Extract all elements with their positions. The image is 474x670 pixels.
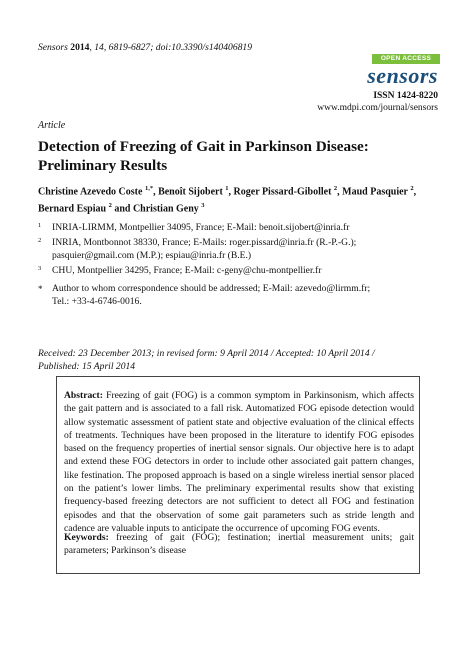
author-affiliation-mark: 2 xyxy=(108,202,112,210)
affiliation-3 xyxy=(38,265,438,278)
dates-line-1: Received: 23 December 2013; in revised form: 9 April 2014 / Accepted: 10 April 2014 / xyxy=(38,348,375,359)
title-line-1: Detection of Freezing of Gait in Parkinson Disease: xyxy=(38,138,369,155)
author-list: Christine Azevedo Coste $^{1,*}$, Benoît Sijobert $^1$, Roger Pissard-Gibollet $^2$, Maud Pasquier $^2$, Bernard Espiau $^2$ and Christian Geny $^3$ xyxy=(38,185,417,215)
abstract xyxy=(64,389,414,535)
affiliation-number: 2 xyxy=(38,237,42,244)
title-line-2: Preliminary Results xyxy=(38,157,168,174)
affiliation-text: CHU, Montpellier 34295, France; E-Mail: c-geny@chu-montpellier.fr xyxy=(52,265,322,276)
dates-line-2: Published: 15 April 2014 xyxy=(38,361,136,372)
correspondence-text: Tel.: +33-4-6746-0016. xyxy=(52,295,142,307)
affiliation-number: 3 xyxy=(38,265,42,272)
keywords-text: freezing of gait (FOG); festination; inertial measurement units; gait parameters; Parkinson’s disease xyxy=(64,532,414,557)
affiliation-text: pasquier@gmail.com (M.P.); espiau@inria.fr (B.E.) xyxy=(52,249,252,261)
author-name: Christian Geny xyxy=(132,203,199,215)
affiliation-text: INRIA, Montbonnot 38330, France; E-Mails: roger.pissard@inria.fr (R.-P.-G.); xyxy=(52,237,357,248)
author-name: Christine Azevedo Coste xyxy=(38,186,143,198)
keywords-label: Keywords: xyxy=(64,532,109,543)
author-name: Roger Pissard-Gibollet xyxy=(233,186,332,198)
author-name: Benoît Sijobert xyxy=(158,186,223,198)
author-affiliation-mark: 1 xyxy=(225,185,229,192)
affiliation-number: 1 xyxy=(38,222,42,229)
journal-logo: sensors xyxy=(367,63,438,88)
correspondence-mark: * xyxy=(38,284,43,294)
abstract-label: Abstract: xyxy=(64,390,103,401)
publication-dates xyxy=(38,347,438,373)
keywords xyxy=(64,531,414,558)
open-access-badge: OPEN ACCESS xyxy=(372,54,440,64)
article-type: Article xyxy=(38,120,66,131)
affiliation-2 xyxy=(38,237,438,263)
correspondence-text: Author to whom correspondence should be addressed; E-Mail: azevedo@lirmm.fr; xyxy=(52,283,371,294)
issn: ISSN 1424-8220 xyxy=(373,91,438,101)
journal-ref-details: , 14, 6819-6827; doi:10.3390/s140406819 xyxy=(89,42,253,53)
author-name: Maud Pasquier xyxy=(342,186,408,198)
author-affiliation-mark: 1,* xyxy=(144,185,154,192)
journal-url[interactable]: www.mdpi.com/journal/sensors xyxy=(317,103,438,113)
author-name: Bernard Espiau xyxy=(38,203,107,215)
affiliation-text: INRIA-LIRMM, Montpellier 34095, France; E-Mail: benoit.sijobert@inria.fr xyxy=(52,222,350,233)
article-title xyxy=(38,137,438,175)
correspondence-note xyxy=(38,283,438,309)
author-affiliation-mark: 2 xyxy=(410,185,414,192)
journal-reference xyxy=(38,42,252,53)
author-affiliation-mark: 3 xyxy=(201,202,205,210)
journal-ref-year: 2014 xyxy=(70,42,90,53)
affiliation-1 xyxy=(38,222,438,235)
abstract-text: Freezing of gait (FOG) is a common symptom in Parkinsonism, which affects the gait pattern and is associated to a fall risk. Automatized FOG episode detection would allow systematic assessment of patient state and objective evaluation of the clinical effects of treatments. Techniques have been proposed in the literature to identify FOG episodes based on the frequency properties of inertial sensor signals. Our objective here is to adapt and extend these FOG detectors in order to include other associated gait pattern changes, like festination. The proposed approach is based on a single wireless inertial sensor placed on the patient’s lower limbs. The preliminary experimental results show that existing frequency-based freezing detectors are not sufficient to detect all FOG and festination episodes and that the observation of some gait parameters such as stride length and cadence are valuable inputs to anticipate the occurrence of upcoming FOG events. xyxy=(64,390,414,534)
author-affiliation-mark: 2 xyxy=(333,185,338,192)
journal-ref-name: Sensors xyxy=(38,42,68,53)
